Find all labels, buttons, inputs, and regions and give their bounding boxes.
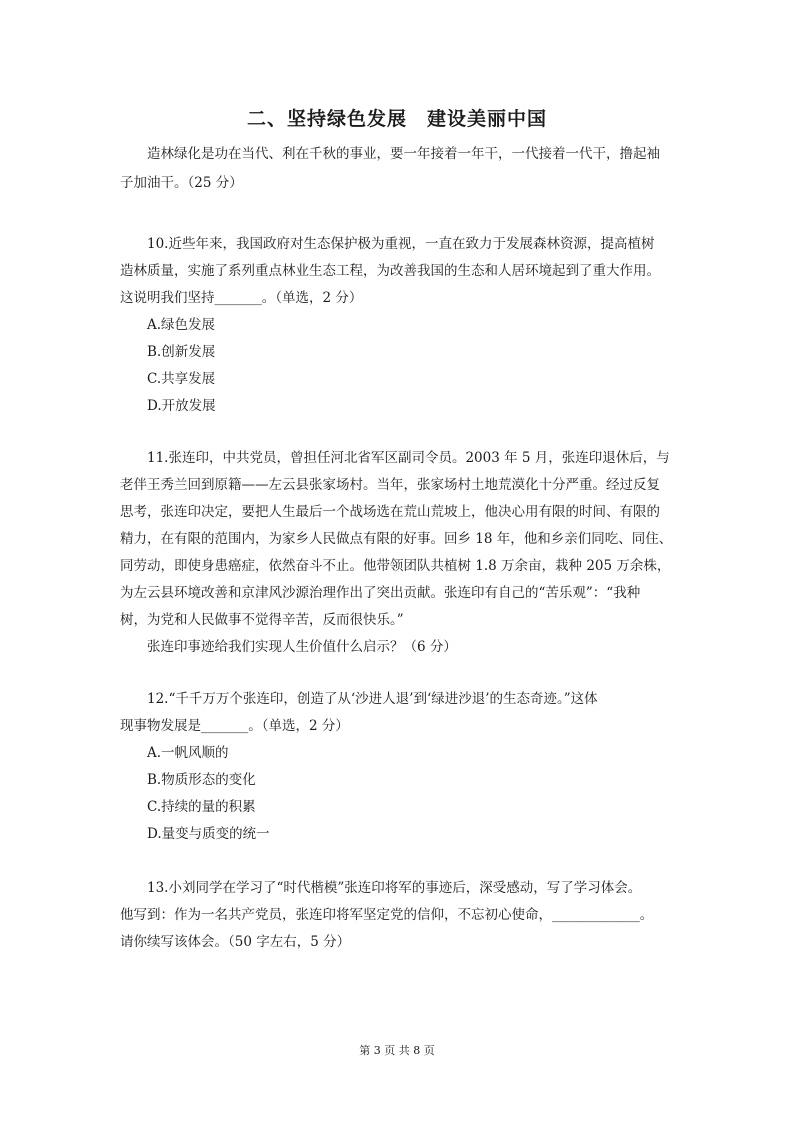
intro-line: 造林绿化是功在当代、利在千秋的事业，要一年接着一年干，一代接着一代干，撸起袖 bbox=[147, 146, 660, 162]
q12-option-a: A.一帆风顺的 bbox=[147, 745, 229, 761]
q11-stem-line: 树，为党和人民做事不觉得辛苦，反而很快乐。” bbox=[120, 612, 404, 628]
q11-stem-line: 精力，在有限的范围内，为家乡人民做点有限的好事。回乡 18 年，他和乡亲们同吃、同住、 bbox=[120, 531, 673, 547]
q12-option-b: B.物质形态的变化 bbox=[147, 772, 256, 788]
q13-stem-line: 13.小刘同学在学习了“时代楷模”张连印将军的事迹后，深受感动，写了学习体会。 bbox=[147, 880, 642, 896]
q13-stem-line: 他写到：作为一名共产党员，张连印将军坚定党的信仰，不忘初心使命，_____________。 bbox=[120, 907, 654, 923]
q11-stem-line: 为左云县环境改善和京津风沙源治理作出了突出贡献。张连印有自己的“苦乐观”：“我种 bbox=[120, 585, 641, 601]
q10-option-c: C.共享发展 bbox=[147, 371, 216, 387]
q12-stem-line: 现事物发展是_______。（单选，2 分） bbox=[120, 718, 349, 734]
q10-option-d: D.开放发展 bbox=[147, 398, 216, 414]
q12-option-d: D.量变与质变的统一 bbox=[147, 826, 270, 842]
q10-option-a: A.绿色发展 bbox=[147, 317, 216, 333]
q12-stem-line: 12.“千千万万个张连印，创造了从‘沙进人退’到‘绿进沙退’的生态奇迹。”这体 bbox=[147, 691, 598, 707]
q11-stem-line: 思考，张连印决定，要把人生最后一个战场选在荒山荒坡上，他决心用有限的时间、有限的 bbox=[120, 504, 660, 520]
q10-stem-line: 这说明我们坚持_______。（单选，2 分） bbox=[120, 290, 363, 306]
q11-stem-line: 同劳动，即使身患癌症，依然奋斗不止。他带领团队共植树 1.8 万余亩，栽种 205 万余株， bbox=[120, 558, 671, 574]
page-number: 第 3 页 共 8 页 bbox=[359, 1044, 435, 1057]
q10-stem-line: 10.近些年来，我国政府对生态保护极为重视，一直在致力于发展森林资源，提高植树 bbox=[147, 236, 655, 252]
intro-line: 子加油干。（25 分） bbox=[120, 175, 243, 191]
q13-stem-line: 请你续写该体会。（50 字左右，5 分） bbox=[120, 934, 351, 950]
q11-stem-line: 老伴王秀兰回到原籍——左云县张家场村。当年，张家场村土地荒漠化十分严重。经过反复 bbox=[120, 477, 660, 493]
q11-question: 张连印事迹给我们实现人生价值什么启示？（6 分） bbox=[147, 639, 457, 655]
section-title: 二、坚持绿色发展 建设美丽中国 bbox=[246, 108, 547, 130]
q10-option-b: B.创新发展 bbox=[147, 344, 216, 360]
q10-stem-line: 造林质量，实施了系列重点林业生态工程，为改善我国的生态和人居环境起到了重大作用。 bbox=[120, 263, 660, 279]
q12-option-c: C.持续的量的积累 bbox=[147, 799, 256, 815]
q11-stem-line: 11.张连印，中共党员，曾担任河北省军区副司令员。2003 年 5 月，张连印退休后，与 bbox=[147, 450, 670, 466]
